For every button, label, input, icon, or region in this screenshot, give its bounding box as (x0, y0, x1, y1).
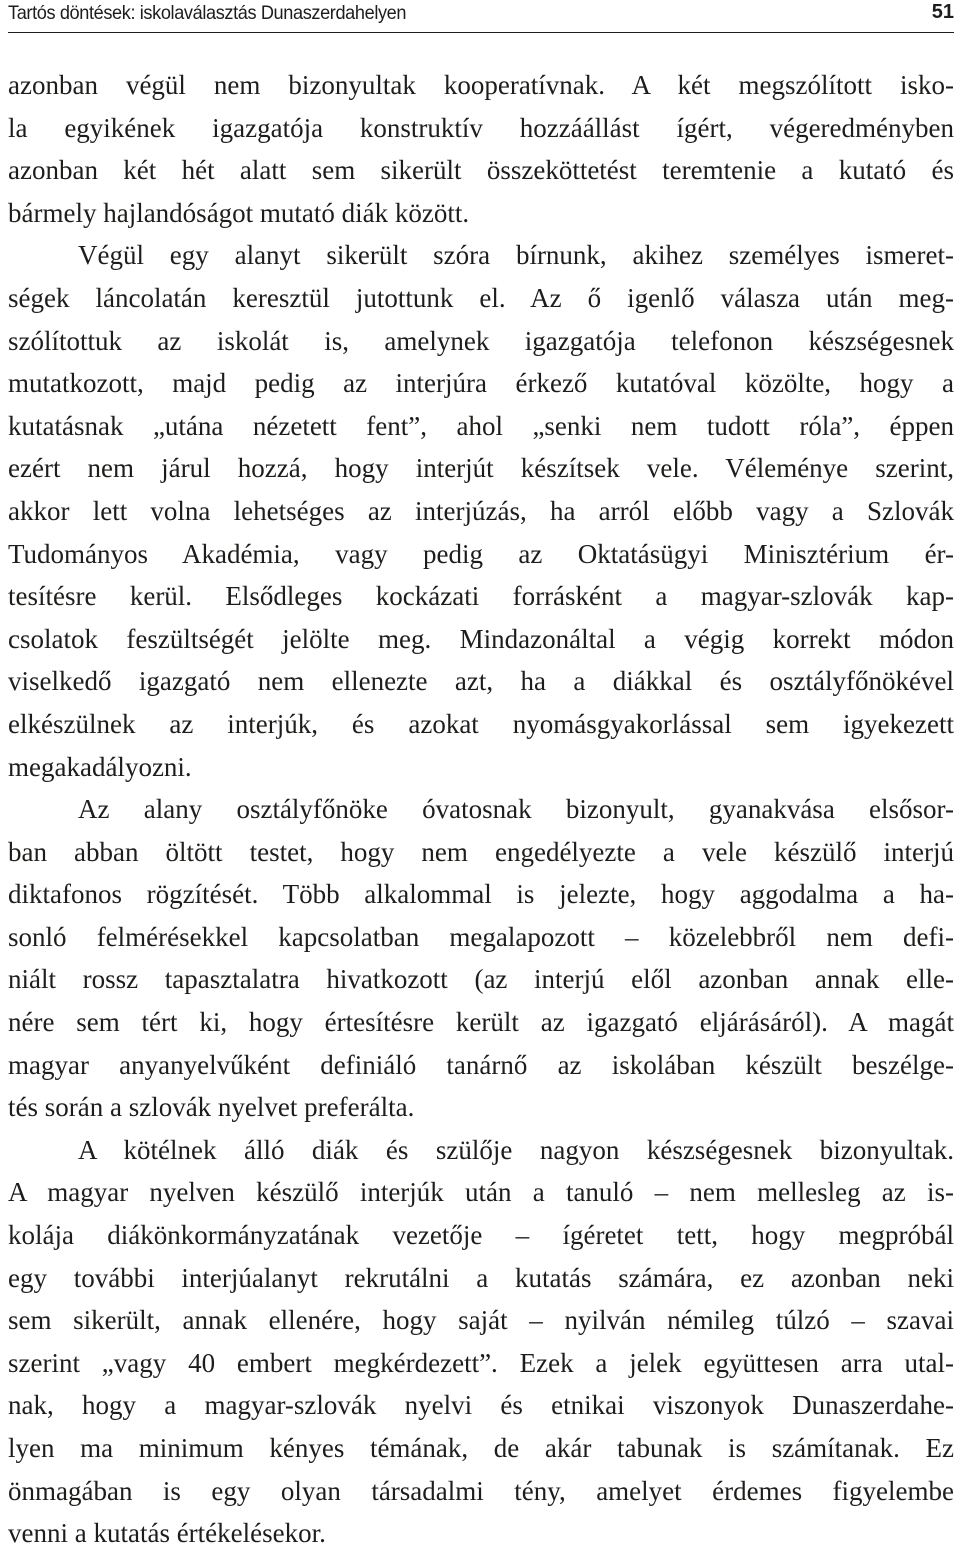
text-line: szólítottuk az iskolát is, amelynek igazgatója telefonon készségesnek (8, 325, 954, 356)
text-line: kutatásnak „utána nézetett fent”, ahol „senki nem tudott róla”, éppen (8, 410, 954, 441)
text-line: sonló felmérésekkel kapcsolatban megalapozott – közelebbről nem defi- (8, 921, 954, 952)
text-line: bármely hajlandóságot mutató diák között. (8, 197, 470, 228)
text-line: Tudományos Akadémia, vagy pedig az Oktatásügyi Minisztérium ér- (8, 538, 954, 569)
text-line: akkor lett volna lehetséges az interjúzás, ha arról előbb vagy a Szlovák (8, 495, 954, 526)
body-text (8, 64, 954, 1555)
text-line: ban abban öltött testet, hogy nem engedélyezte a vele készülő interjú (8, 836, 954, 867)
paragraph-3 (8, 788, 954, 1129)
running-header (8, 0, 954, 33)
text-line: ezért nem járul hozzá, hogy interjút készítsek vele. Véleménye szerint, (8, 453, 954, 484)
text-line: sem sikerült, annak ellenére, hogy saját – nyilván némileg túlzó – szavai (8, 1305, 954, 1336)
text-line: niált rossz tapasztalatra hivatkozott (az interjú elől azonban annak elle- (8, 964, 954, 995)
text-line: Végül egy alanyt sikerült szóra bírnunk, akihez személyes ismeret- (78, 240, 954, 271)
running-title: Tartós döntések: iskolaválasztás Dunaszerdahelyen (8, 2, 407, 24)
paragraph-2 (8, 234, 954, 788)
text-line: A kötélnek álló diák és szülője nagyon készségesnek bizonyultak. (78, 1134, 954, 1165)
text-line: egy további interjúalanyt rekrutálni a kutatás számára, ez azonban neki (8, 1262, 954, 1293)
text-line: azonban végül nem bizonyultak kooperatívnak. A két megszólított isko- (8, 70, 954, 100)
text-line: diktafonos rögzítését. Több alkalommal is jelezte, hogy aggodalma a ha- (8, 879, 954, 910)
text-line: mutatkozott, majd pedig az interjúra érkező kutatóval közölte, hogy a (8, 368, 954, 399)
text-line: la egyikének igazgatója konstruktív hozzáállást ígért, végeredményben (8, 112, 954, 143)
text-line: önmagában is egy olyan társadalmi tény, amelyet érdemes figyelembe (8, 1475, 954, 1506)
text-line: lyen ma minimum kényes témának, de akár tabunak is számítanak. Ez (8, 1433, 954, 1463)
text-line: nak, hogy a magyar-szlovák nyelvi és etnikai viszonyok Dunaszerdahe- (8, 1390, 954, 1421)
text-line: tesítésre kerül. Elsődleges kockázati forrásként a magyar-szlovák kap- (8, 581, 954, 612)
text-line: elkészülnek az interjúk, és azokat nyomásgyakorlással sem igyekezett (8, 708, 954, 739)
text-line: kolája diákönkormányzatának vezetője – ígéretet tett, hogy megpróbál (8, 1220, 954, 1251)
text-line: Az alany osztályfőnöke óvatosnak bizonyult, gyanakvása elsősor- (78, 794, 954, 825)
paragraph-4 (8, 1129, 954, 1555)
page-number: 51 (931, 1, 954, 23)
text-line: magyar anyanyelvűként definiáló tanárnő az iskolában készült beszélge- (8, 1049, 954, 1080)
text-line: szerint „vagy 40 embert megkérdezett”. Ezek a jelek együttesen arra utal- (8, 1347, 954, 1378)
text-line: A magyar nyelven készülő interjúk után a tanuló – nem mellesleg az is- (8, 1177, 954, 1208)
text-line: venni a kutatás értékelésekor. (8, 1518, 326, 1549)
paragraph-1 (8, 64, 954, 234)
text-line: tés során a szlovák nyelvet preferálta. (8, 1092, 415, 1123)
text-line: csolatok feszültségét jelölte meg. Mindazonáltal a végig korrekt módon (8, 623, 954, 654)
text-line: ségek láncolatán keresztül jutottunk el. Az ő igenlő válasza után meg- (8, 282, 954, 313)
text-line: megakadályozni. (8, 751, 192, 782)
text-line: azonban két hét alatt sem sikerült összeköttetést teremtenie a kutató és (8, 155, 954, 186)
text-line: viselkedő igazgató nem ellenezte azt, ha a diákkal és osztályfőnökével (8, 666, 954, 697)
text-line: nére sem tért ki, hogy értesítésre került az igazgató eljárásáról). A magát (8, 1007, 954, 1038)
